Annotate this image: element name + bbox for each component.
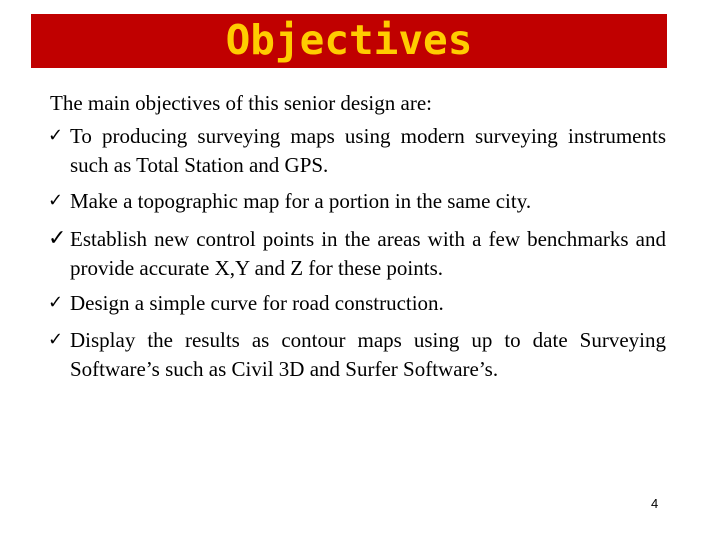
list-item-text: Display the results as contour maps using up to date Surveying Software’s such as Civil 3D and Surfer Software’s. xyxy=(70,328,666,381)
checkmark-icon: ✓ xyxy=(48,190,64,211)
list-item xyxy=(48,187,666,216)
list-item-text: Establish new control points in the areas with a few benchmarks and provide accurate X,Y and Z for these points. xyxy=(70,227,666,280)
page-number: 4 xyxy=(651,496,659,511)
list-item-text: Design a simple curve for road construction. xyxy=(70,291,444,315)
checkmark-icon: ✓ xyxy=(48,292,64,313)
list-item xyxy=(48,225,666,282)
slide-title: Objectives xyxy=(225,15,473,64)
intro-text: The main objectives of this senior design are: xyxy=(50,91,432,115)
list-item xyxy=(48,326,666,383)
checkmark-icon: ✓ xyxy=(48,226,67,251)
list-item-text: To producing surveying maps using modern surveying instruments such as Total Station and GPS. xyxy=(70,124,666,177)
list-item-text: Make a topographic map for a portion in the same city. xyxy=(70,189,532,213)
checkmark-icon: ✓ xyxy=(48,329,64,350)
title-banner xyxy=(31,14,667,68)
list-item xyxy=(48,122,666,179)
list-item xyxy=(48,289,666,318)
checkmark-icon: ✓ xyxy=(48,125,64,146)
